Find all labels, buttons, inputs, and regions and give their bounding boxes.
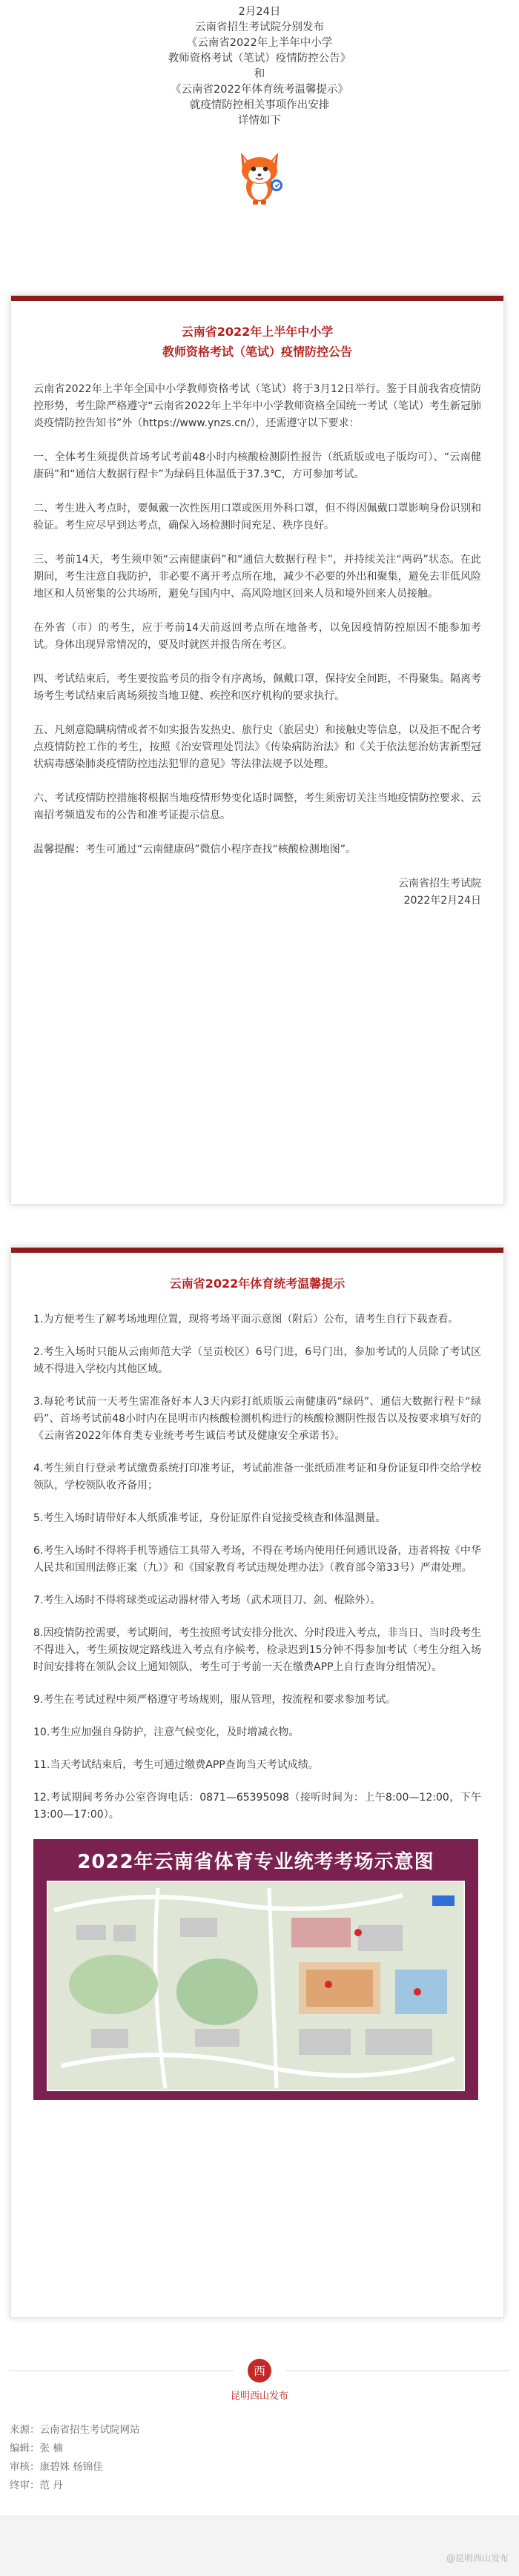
notice1-title-line1: 云南省2022年上半年中小学 xyxy=(181,325,334,339)
notice2-item: 1.为方便考生了解考场地理位置，现将考场平面示意图（附后）公布，请考生自行下载查看。 xyxy=(33,1314,459,1325)
intro-block xyxy=(0,0,519,211)
credit-final-review: 终审：范 丹 xyxy=(10,2480,63,2491)
publisher-label: 昆明西山发布 xyxy=(230,2391,288,2402)
credits-block xyxy=(10,2421,140,2495)
notice2-item: 4.考生须自行登录考试缴费系统打印准考证，考试前准备一张纸质准考证和身份证复印件交给学校领队，学校领队收齐备用； xyxy=(33,1463,481,1491)
notice1-paragraph: 一、全体考生须提供首场考试考前48小时内核酸检测阴性报告（纸质版或电子版均可）、“云南健康码”和“通信大数据行程卡”为绿码且体温低于37.3℃，方可参加考试。 xyxy=(33,451,481,480)
credit-source: 来源：云南省招生考试院网站 xyxy=(10,2424,140,2436)
notice1-reminder: 温馨提醒：考生可通过“云南健康码”微信小程序查找“核酸检测地图”。 xyxy=(33,844,357,855)
notice1-sign-org: 云南省招生考试院 xyxy=(398,878,481,890)
notice1-paragraph: 云南省2022年上半年全国中小学教师资格考试（笔试）将于3月12日举行。鉴于目前我省疫情防控形势，考生除严格遵守“云南省2022年上半年中小学教师资格全国统一考试（笔试）考生新冠肺炎疫情防控告知书”外（https://www.ynzs.cn/），还需遵守以下要求： xyxy=(33,383,481,429)
campus-map-illustration xyxy=(47,1881,465,2091)
svg-text:西: 西 xyxy=(253,2364,266,2378)
notice1-paragraph: 在外省（市）的考生，应于考前14天前返回考点所在地备考，以免因疫情防控原因不能参加考试。身体出现异常情况的，要及时就医并报告所在考区。 xyxy=(33,622,481,651)
intro-line: 和 xyxy=(254,68,265,80)
section-divider xyxy=(0,2356,519,2385)
credit-editor: 编辑：张 楠 xyxy=(10,2443,63,2454)
intro-line: 云南省招生考试院分别发布 xyxy=(195,21,324,33)
intro-line: 《云南省2022年体育统考温馨提示》 xyxy=(171,84,348,96)
intro-line: 教师资格考试（笔试）疫情防控公告》 xyxy=(168,53,351,64)
card-top-bar xyxy=(11,1248,503,1253)
notice1-paragraph: 五、凡刻意隐瞒病情或者不如实报告发热史、旅行史（旅居史）和接触史等信息，以及拒不配合考点疫情防控工作的考生，按照《治安管理处罚法》《传染病防治法》和《关于依法惩治妨害新型冠状病毒感染肺炎疫情防控违法犯罪的意见》等法律法规予以处理。 xyxy=(33,724,481,770)
card-top-bar xyxy=(11,296,503,301)
notice1-title-line2: 教师资格考试（笔试）疫情防控公告 xyxy=(162,345,352,359)
teacher-exam-notice-card xyxy=(10,295,504,1205)
notice2-item: 12.考试期间考务办公室咨询电话：0871—65395098（接听时间为：上午8:00—12:00，下午13:00—17:00）。 xyxy=(33,1792,481,1821)
credit-reviewer: 审核：康碧姝 杨锦佳 xyxy=(10,2461,103,2473)
notice2-item: 9.考生在考试过程中须严格遵守考场规则，服从管理，按流程和要求参加考试。 xyxy=(33,1694,397,1706)
venue-map-title: 2022年云南省体育专业统考考场示意图 xyxy=(77,1851,434,1873)
intro-line: 《云南省2022年上半年中小学 xyxy=(186,37,333,49)
notice2-item: 11.当天考试结束后，考生可通过缴费APP查询当天考试成绩。 xyxy=(33,1759,319,1771)
sports-exam-tips-card xyxy=(10,1247,504,2318)
bottom-spacer xyxy=(0,2515,519,2576)
notice2-item: 7.考生入场时不得将球类或运动器材带入考场（武术项目刀、剑、棍除外）。 xyxy=(33,1595,381,1606)
notice2-item: 2.考生入场时只能从云南师范大学（呈贡校区）6号门进，6号门出，参加考试的人员除了考试区域不得进入学校内其他区域。 xyxy=(33,1346,481,1375)
notice1-paragraph: 二、考生进入考点时，要佩戴一次性医用口罩或医用外科口罩，但不得因佩戴口罩影响身份识别和验证。考生应尽早到达考点，确保入场检测时间充足、秩序良好。 xyxy=(33,503,481,532)
notice2-item: 5.考生入场时请带好本人纸质准考证，身份证原件自觉接受核查和体温测量。 xyxy=(33,1512,386,1524)
notice2-item: 6.考生入场时不得将手机等通信工具带入考场，不得在考场内使用任何通讯设备，违者将按《中华人民共和国刑法修正案（九）》和《国家教育考试违规处理办法》（教育部令第33号）严肃处理。 xyxy=(33,1545,481,1574)
notice1-paragraph: 六、考试疫情防控措施将根据当地疫情形势变化适时调整，考生须密切关注当地疫情防控要求、云南招考频道发布的公告和准考证提示信息。 xyxy=(33,792,481,821)
fox-mascot-icon xyxy=(226,144,293,211)
notice1-title xyxy=(33,322,481,362)
notice1-paragraph: 三、考前14天，考生须申领“云南健康码”和“通信大数据行程卡”，并持续关注“两码”状态。在此期间，考生注意自我防护，非必要不离开考点所在地，减少不必要的外出和聚集，避免去非低风险地区和人员密集的公共场所，避免与国内中、高风险地区回来人员和境外回来人员接触。 xyxy=(33,554,481,600)
notice2-item: 10.考生应加强自身防护，注意气候变化，及时增减衣物。 xyxy=(33,1726,300,1738)
notice2-item: 3.每轮考试前一天考生需准备好本人3天内彩打纸质版云南健康码“绿码”、通信大数据行程卡“绿码”、首场考试前48小时内在昆明市内核酸检测机构进行的核酸检测阴性报告以及按要求填写好的《云南省2022年体育类专业统考考生诚信考试及健康安全承诺书》。 xyxy=(33,1396,481,1442)
notice1-sign-date: 2022年2月24日 xyxy=(403,895,481,907)
venue-map-image xyxy=(33,1839,478,2100)
notice2-item: 8.因疫情防控需要，考试期间，考生按照考试安排分批次、分时段进入考点，非当日、当时段考生不得进入，考生须按规定路线进入考点有序候考，检录迟到15分钟不得参加考试（考生分组入场时间安排将在领队会议上通知领队，考生可于考前一天在缴费APP上自行查询分组情况）。 xyxy=(33,1627,481,1673)
intro-line: 就疫情防控相关事项作出安排 xyxy=(189,99,330,111)
intro-line: 详情如下 xyxy=(238,115,281,127)
notice2-title: 云南省2022年体育统考温馨提示 xyxy=(169,1277,346,1291)
watermark-text: @昆明西山发布 xyxy=(446,2553,509,2563)
intro-date: 2月24日 xyxy=(238,6,281,18)
notice1-paragraph: 四、考试结束后，考生要按监考员的指令有序离场，佩戴口罩，保持安全间距，不得聚集。隔离考场考生考试结束后离场须按当地卫健、疾控和医疗机构的要求执行。 xyxy=(33,673,481,702)
